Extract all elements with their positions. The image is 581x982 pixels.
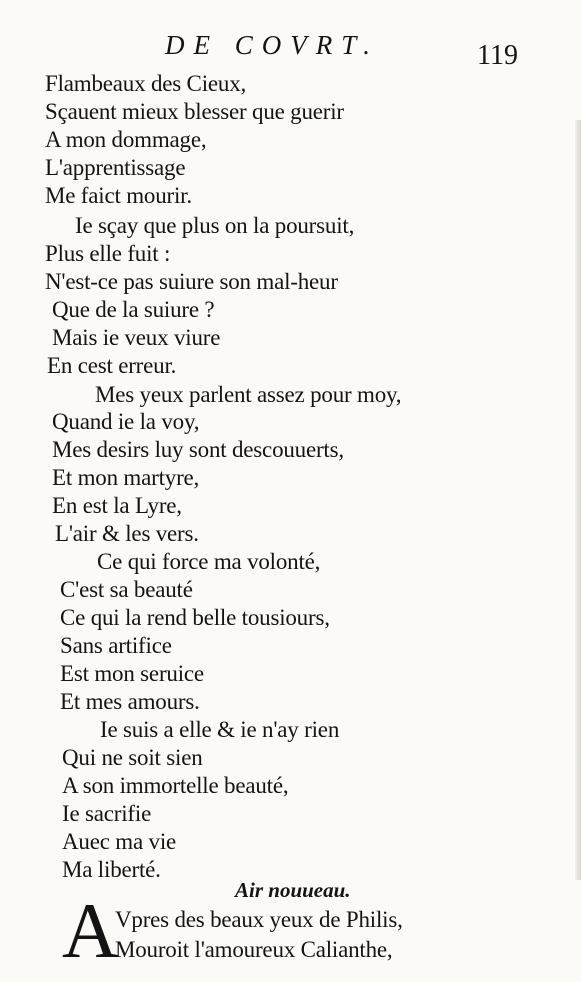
verse-line: Quand ie la voy,	[52, 409, 200, 434]
verse-line: Sans artifice	[60, 633, 172, 658]
drop-cap: A	[62, 887, 119, 974]
verse-line: Auec ma vie	[62, 829, 177, 854]
verse-line: A mon dommage,	[45, 127, 207, 152]
verse-line: L'apprentissage	[45, 155, 186, 180]
verse-line: N'est-ce pas suiure son mal-heur	[45, 269, 338, 294]
verse-line: En est la Lyre,	[52, 493, 182, 518]
air-line: Mouroit l'amoureux Calianthe,	[115, 937, 393, 962]
stanza-first-line: Ie sçay que plus on la poursuit,	[75, 213, 355, 238]
air-line: Vpres des beaux yeux de Philis,	[115, 907, 403, 932]
verse-line: Ma liberté.	[62, 857, 161, 882]
stanza-first-line: Ie suis a elle & ie n'ay rien	[100, 717, 340, 742]
verse-line: Est mon seruice	[60, 661, 204, 686]
stanza-first-line: Mes yeux parlent assez pour moy,	[95, 382, 402, 407]
running-head: DE COVRT.	[165, 30, 379, 60]
air-heading: Air nouueau.	[235, 878, 351, 902]
verse-line: Qui ne soit sien	[62, 745, 203, 770]
verse-line: Flambeaux des Cieux,	[45, 71, 247, 96]
verse-line: C'est sa beauté	[60, 577, 193, 602]
stanza-first-line: Ce qui force ma volonté,	[97, 549, 321, 574]
verse-line: Mes desirs luy sont descouuerts,	[52, 437, 344, 462]
verse-line: Ie sacrifie	[62, 801, 152, 826]
page-number: 119	[477, 40, 518, 71]
page-edge-shadow	[575, 120, 581, 880]
verse-line: Me faict mourir.	[45, 183, 192, 208]
verse-line: Que de la suiure ?	[52, 297, 215, 322]
verse-line: Et mon martyre,	[52, 465, 200, 490]
verse-line: Mais ie veux viure	[52, 325, 221, 350]
verse-line: En cest erreur.	[47, 353, 177, 378]
verse-line: Ce qui la rend belle tousiours,	[60, 605, 330, 630]
verse-line: Plus elle fuit :	[45, 241, 171, 266]
verse-line: Sçauent mieux blesser que guerir	[45, 99, 344, 124]
verse-line: L'air & les vers.	[55, 521, 199, 546]
verse-line: Et mes amours.	[60, 689, 200, 714]
verse-line: A son immortelle beauté,	[62, 773, 289, 798]
